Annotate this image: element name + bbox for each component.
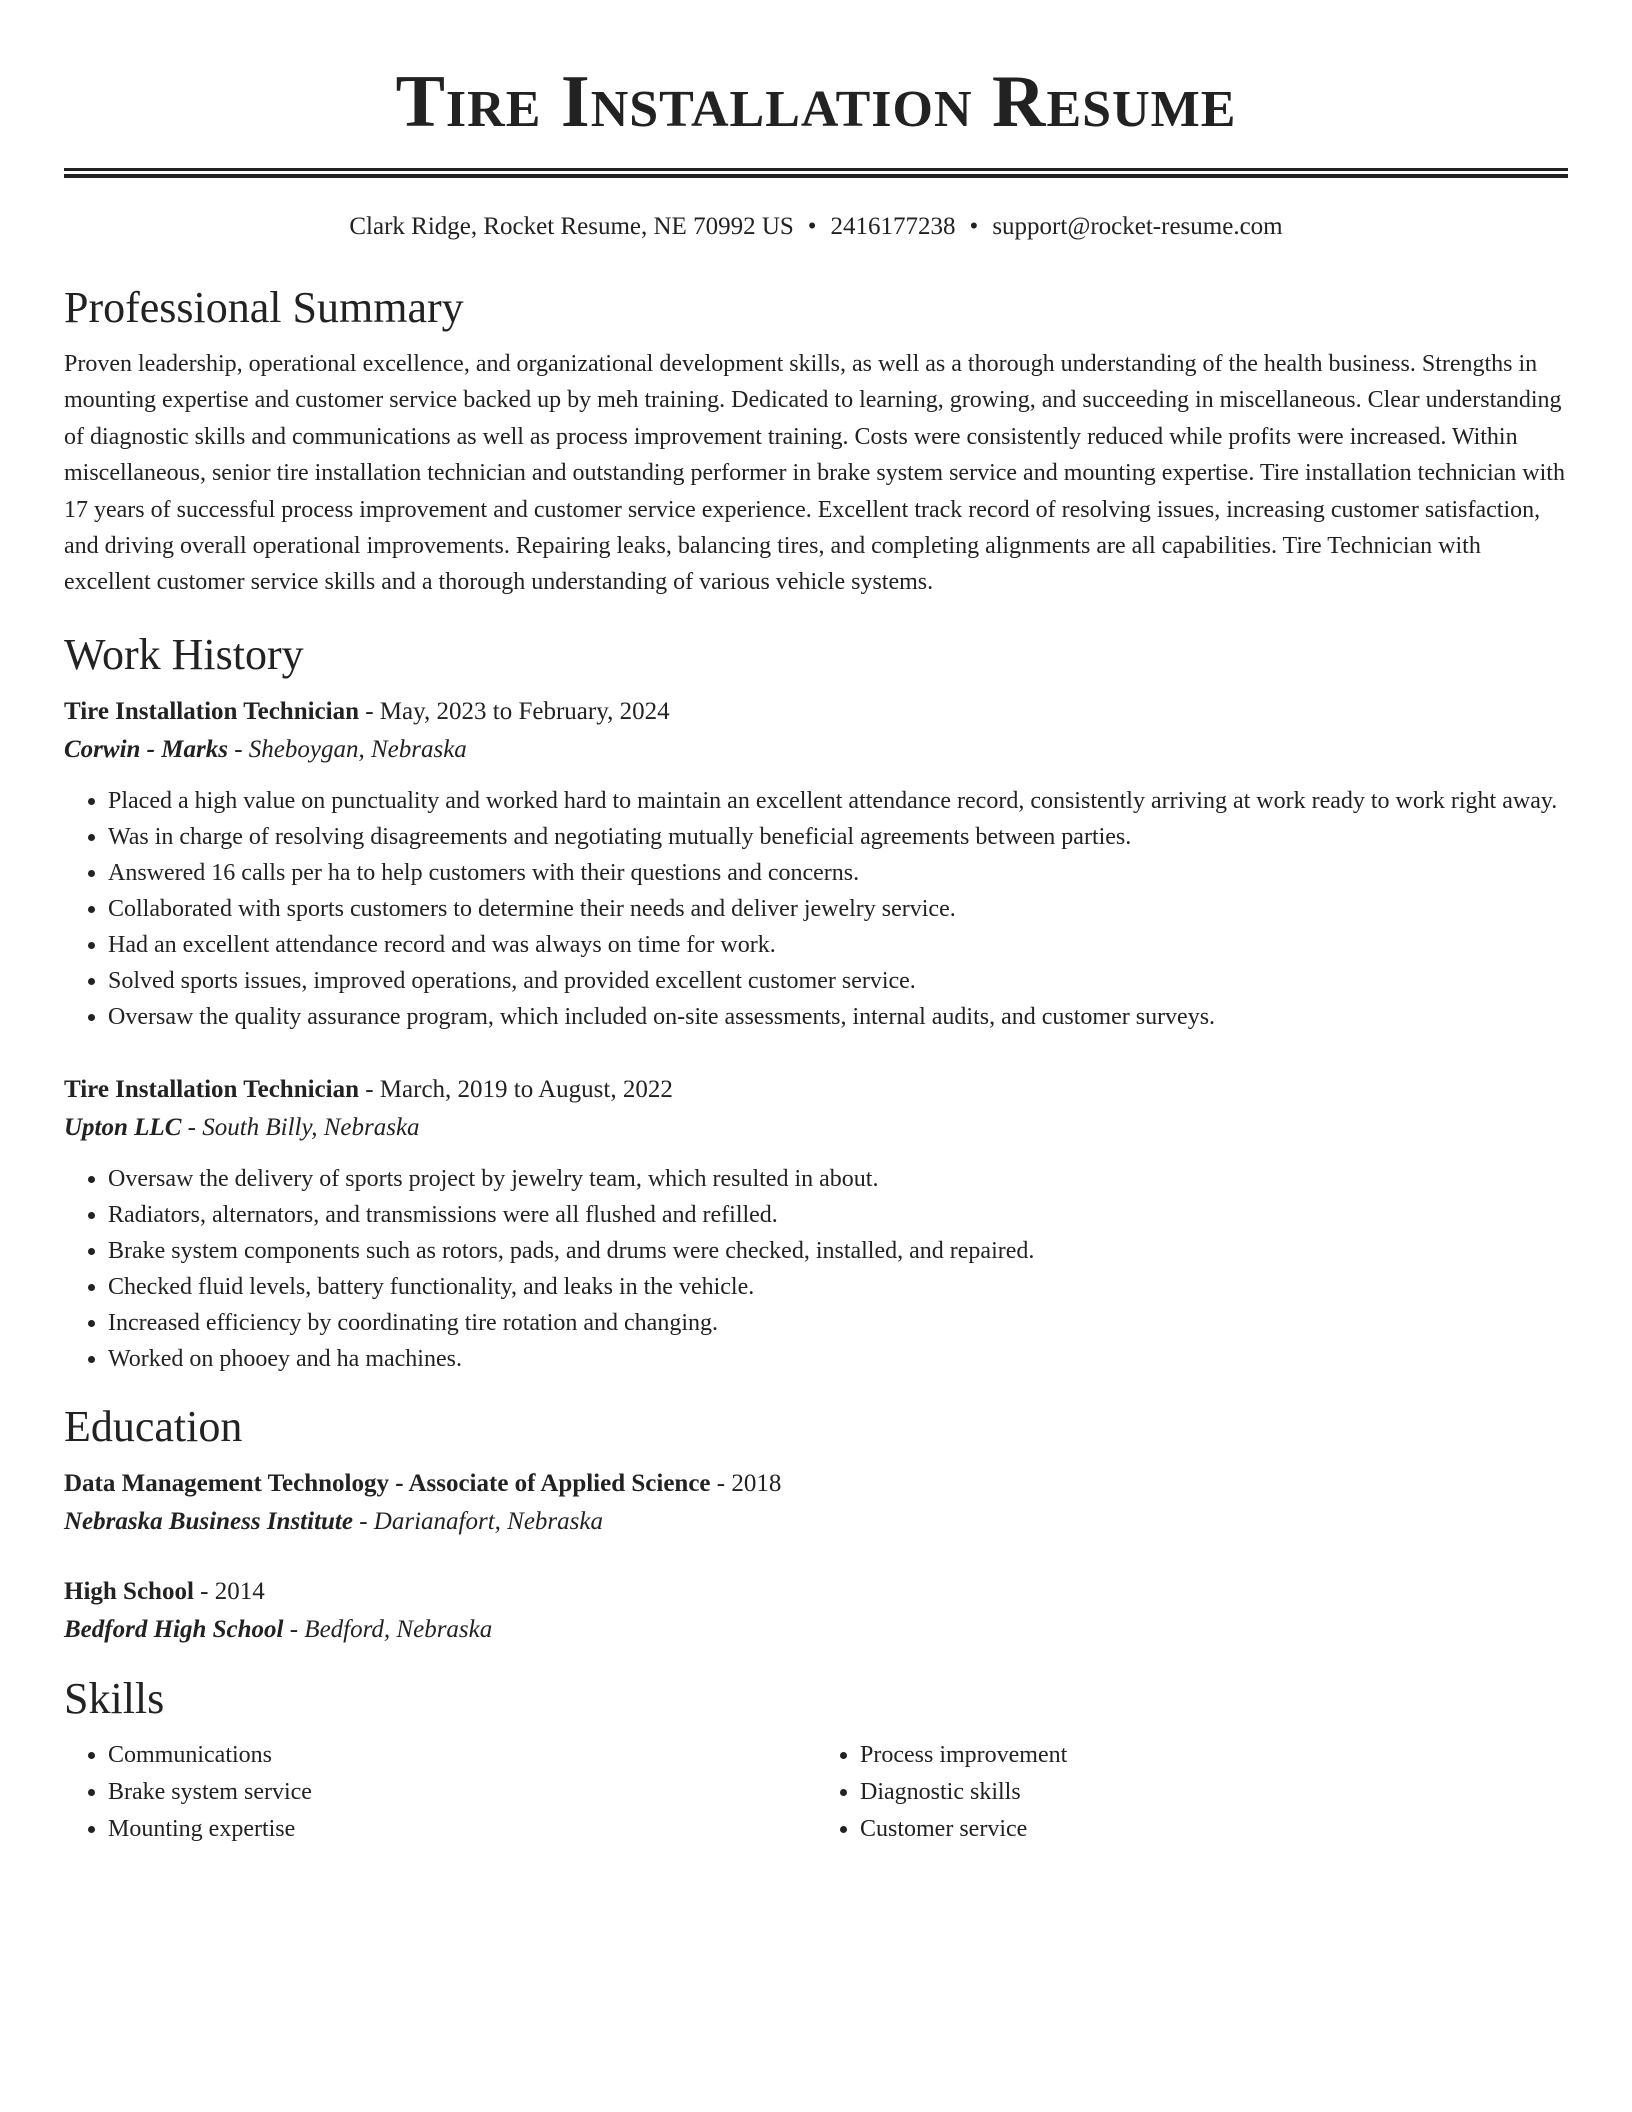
summary-heading: Professional Summary: [64, 283, 464, 332]
job-bullet: • Placed a high value on punctuality and worked hard to maintain an excellent attendance record, consistently arriving at work ready to work right away.: [108, 783, 1568, 819]
job-bullet: • Brake system components such as rotors, pads, and drums were checked, installed, and repaired.: [108, 1233, 1568, 1269]
skill-item: • Communications: [108, 1737, 816, 1774]
skills-list-right: [816, 1737, 1568, 1848]
skill-item: • Diagnostic skills: [860, 1774, 1568, 1811]
education-year: - 2018: [710, 1469, 782, 1497]
education-degree: High School: [64, 1577, 194, 1605]
skills-list-left: [64, 1737, 816, 1848]
education-year: - 2014: [193, 1577, 265, 1605]
job-bullet: • Worked on phooey and ha machines.: [108, 1341, 1568, 1377]
education-school-line: [64, 1611, 1568, 1649]
education-entry: [64, 1465, 1568, 1541]
education-school: Nebraska Business Institute: [64, 1507, 353, 1535]
job-location: - South Billy, Nebraska: [181, 1113, 420, 1141]
job-title: Tire Installation Technician: [64, 1075, 359, 1103]
job-bullet: • Had an excellent attendance record and was always on time for work.: [108, 927, 1568, 963]
education-degree-line: [64, 1465, 1568, 1503]
job-bullet: • Oversaw the quality assurance program, which included on-site assessments, internal audits, and customer surveys.: [108, 999, 1568, 1035]
job-bullet: • Collaborated with sports customers to determine their needs and deliver jewelry service.: [108, 891, 1568, 927]
job-title-line: [64, 1071, 1568, 1109]
education-heading: Education: [64, 1401, 243, 1451]
job-bullet: • Radiators, alternators, and transmissions were all flushed and refilled.: [108, 1197, 1568, 1233]
contact-separator: •: [969, 213, 979, 240]
job-company-line: [64, 731, 1568, 769]
job-bullets: [64, 783, 1568, 1035]
education-location: - Bedford, Nebraska: [283, 1615, 493, 1643]
title-double-rule: [64, 168, 1568, 178]
contact-separator: •: [807, 213, 817, 240]
job-company: Corwin - Marks: [64, 735, 228, 763]
resume-title: Tire Installation Resume: [395, 61, 1237, 143]
job-title-line: [64, 693, 1568, 731]
skill-item: • Process improvement: [860, 1737, 1568, 1774]
education-school: Bedford High School: [64, 1615, 284, 1643]
job-bullet: • Increased efficiency by coordinating tire rotation and changing.: [108, 1305, 1568, 1341]
skills-columns: [64, 1737, 1568, 1848]
job-bullet: • Answered 16 calls per ha to help customers with their questions and concerns.: [108, 855, 1568, 891]
job-company-line: [64, 1109, 1568, 1147]
job-dates: - May, 2023 to February, 2024: [358, 697, 670, 725]
education-location: - Darianafort, Nebraska: [352, 1507, 603, 1535]
contact-phone: 2416177238: [830, 213, 956, 240]
skill-item: • Mounting expertise: [108, 1811, 816, 1848]
education-entry: [64, 1573, 1568, 1649]
job-bullet: • Checked fluid levels, battery functionality, and leaks in the vehicle.: [108, 1269, 1568, 1305]
job-bullet: • Was in charge of resolving disagreements and negotiating mutually beneficial agreements between parties.: [108, 819, 1568, 855]
education-degree-line: [64, 1573, 1568, 1611]
job-location: - Sheboygan, Nebraska: [227, 735, 467, 763]
education-degree: Data Management Technology - Associate of Applied Science: [64, 1469, 711, 1497]
job-bullet: • Oversaw the delivery of sports project by jewelry team, which resulted in about.: [108, 1161, 1568, 1197]
skills-heading: Skills: [64, 1673, 165, 1723]
job-bullets: [64, 1161, 1568, 1377]
job-title: Tire Installation Technician: [64, 697, 359, 725]
job-entry: [64, 1071, 1568, 1377]
summary-text: Proven leadership, operational excellence, and organizational development skills, as well as a thorough understanding of the health business. Strengths in mounting expertise and customer service backed up by meh training. Dedicated to learning, growing, and succeeding in miscellaneous. Clear understanding of diagnostic skills and communications as well as process improvement training. Costs were consistently reduced while profits were increased. Within miscellaneous, senior tire installation technician and outstanding performer in brake system service and mounting expertise. Tire installation technician with 17 years of successful process improvement and customer service experience. Excellent track record of resolving issues, increasing customer satisfaction, and driving overall operational improvements. Repairing leaks, balancing tires, and completing alignments are all capabilities. Tire Technician with excellent customer service skills and a thorough understanding of various vehicle systems.: [64, 351, 1565, 596]
job-bullet: • Solved sports issues, improved operations, and provided excellent customer service.: [108, 963, 1568, 999]
job-company: Upton LLC: [64, 1113, 182, 1141]
job-dates: - March, 2019 to August, 2022: [358, 1075, 673, 1103]
education-school-line: [64, 1503, 1568, 1541]
job-entry: [64, 693, 1568, 1035]
contact-line: [64, 212, 1568, 242]
skill-item: • Customer service: [860, 1811, 1568, 1848]
skill-item: • Brake system service: [108, 1774, 816, 1811]
contact-email: support@rocket-resume.com: [992, 213, 1283, 240]
contact-address: Clark Ridge, Rocket Resume, NE 70992 US: [349, 213, 794, 240]
work-history-heading: Work History: [64, 629, 304, 679]
